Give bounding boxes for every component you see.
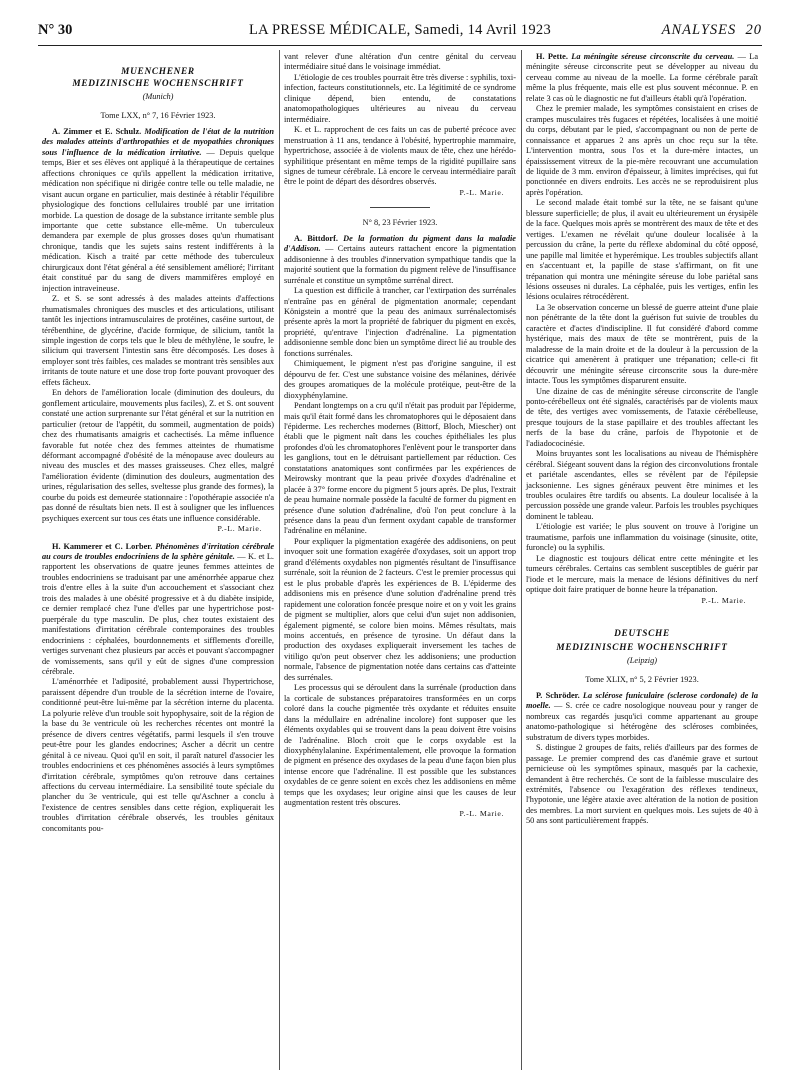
journal-name-line2: MEDIZINISCHE WOCHENSCHRIFT (556, 643, 728, 654)
abstract-zimmer (42, 127, 274, 294)
article-text: — S. crée ce cadre nosologique nouveau pour y ranger de nombreux cas regardés jusqu'ici comme appartenant au groupe anatomo-pathologique si hétérogène des scléroses combinées, substratum de divers types morbides. (526, 701, 759, 742)
issue-number: N° 30 (38, 22, 73, 38)
paragraph: La question est difficile à trancher, car l'extirpation des surrénales n'entraîne pas en général de pigmentation anormale; cependant Königstein a montré que la peau des animaux surrénalectomisés présente après la mort la propriété de fabriquer du pigment en excès, propriété, qu'entrave l'injection d'adrénaline. La pigmentation addisonienne semble donc bien un symptôme direct lié au trouble des fonctions surrénales. (284, 286, 516, 358)
article-authors: A. Bittdorf. (294, 233, 338, 243)
paragraph: Chez le premier malade, les symptômes consistaient en crises de crampes musculaires très fugaces et répétées, localisées à une moitié du corps, débutant par le pied, s'accompagnant ou non de perte de connaissance et apparues 2 ans après un choc reçu sur la tête. L'intervention montra, sous l'os et la dure-mère intactes, un épaississement vitreux de la pie-mère recouvrant une accumulation de liquide de 3 mm. environ d'épaisseur, à limites imprécises, qui fut ponctionnée en divers endroits. Les accès ne se reproduisirent plus après l'opération. (526, 104, 758, 197)
paragraph: K. et L. rapprochent de ces faits un cas de puberté précoce avec menstruation à 11 ans, tendance à l'obésité, hypertrophie mammaire, hypertrichose, associée à de violents maux de tête, chez une hérédo-syphilitique présentant en même temps de la rigidité pupillaire sans signes de tumeur cérébrale. Là encore le cerveau intermédiaire paraît être le point de départ des désordres observés. (284, 125, 516, 187)
article-title: La sclérose funiculaire (sclerose cordonale) de la moelle. (526, 690, 758, 711)
paragraph: L'étiologie de ces troubles pourrait être très diverse : syphilis, toxi-infection, facteurs constitutionnels, etc. La légitimité de ce syndrome clinique dépend, bien entendu, de constatations anatomopathologiques ultérieures au niveau du cerveau intermédiaire. (284, 72, 516, 124)
article-text: — La méningite séreuse circonscrite peut se développer au niveau du cerveau comme au niveau de la moelle. La forme cérébrale paraît même la plus fréquente, mais elle est plus souvent méconnue. P. en relate 3 cas où le diagnostic ne fut d'ailleurs établi qu'à l'opération. (526, 52, 759, 103)
article-authors: A. Zimmer et E. Schulz. (52, 126, 142, 136)
abstract-kammerer (42, 542, 274, 678)
article-authors: H. Kammerer et C. Lorber. (52, 541, 153, 551)
column-divider-2 (521, 50, 522, 1070)
page-number: 20 (745, 22, 762, 38)
journal-name: MUENCHENER (121, 67, 195, 77)
article-signature: P.-L. Marie. (701, 595, 746, 605)
paragraph-continued: vant relever d'une altération d'un centre génital du cerveau intermédiaire situé dans le voisinage immédiat. (284, 52, 516, 72)
article-text: — Certains auteurs rattachent encore la pigmentation addisonienne à des troubles d'innervation sympathique tandis que la majorité soutient que la formation du pigment relève de l'insuffisance surrénale et constitue un symptôme surrénal direct. (284, 244, 517, 285)
journal-name-line2: MEDIZINISCHE WOCHENSCHRIFT (72, 79, 244, 89)
article-text: — K. et L. rapportent les observations de quatre jeunes femmes atteintes de troubles endocriniens se traduisant par une aménorrhée apparue chez trois d'entre elles à la suite d'un accouchement et s'associant chez trois des malades à une obésité progressive et à du diabète insipide, ce dernier remplacé chez l'une d'elles par une hypertrichose post-puerpérale du type masculin. De plus, chez toutes existaient des manifestations d'irritation cérébrale contemporaines des troubles endocriniens : céphalées, bourdonnements et sifflements d'oreille, vertiges survenant chez plusieurs par accès et pouvant s'accompagner de vomissements, sans qu'il y eût de signes d'une compression cérébrale. (42, 552, 274, 677)
paragraph: L'aménorrhée et l'adiposité, probablement aussi l'hypertrichose, paraissent dépendre d'un trouble de la sécrétion interne de l'ovaire, conditionné peut-être lui-même par la sécrétion interne du placenta. La polyurie relève d'un trouble soit hypophysaire, soit de la région de la base du 3e ventricule où les recherches récentes ont montré la présence de divers centres végétatifs, parmi lesquels il s'en trouve peut-être pour les glandes endocrines; Ascher a décrit un centre génital à ce niveau. Quoi qu'il en soit, il paraît naturel d'associer les troubles endocriniens et ces phénomènes associés à leurs symptômes d'irritation cérébrale, symptômes qu'on retrouve dans certaines affections du cerveau intermédiaire. La sensibilité toute spéciale du plancher du 3e ventricule, qui est telle qu'Aschner a conclu à l'existence de centres sensibles dans cette région, expliquerait les troubles d'irritation cérébrale observés, les troubles génitaux concomitants pou- (42, 677, 274, 833)
article-title: La méningite séreuse circonscrite du cerveau. (571, 52, 735, 61)
abstract-bittdorf (284, 234, 516, 286)
issue-info: Tome XLIX, n° 5, 2 Février 1923. (585, 675, 699, 685)
journal-name: DEUTSCHE (614, 629, 670, 640)
journal-city: (Munich) (142, 92, 174, 101)
column-3 (526, 52, 758, 827)
paragraph: Le second malade était tombé sur la tête, ne se faisant qu'une blessure superficielle; de plus, il avait eu ultérieurement un érysipèle de la face. Quelques mois après se montrèrent des maux de tête et des vertiges. L'examen ne révélait qu'une douleur localisée à la percussion du crâne, la perte du réflexe abdominal du côté opposé, une papille mal limitée et hyperémique. Les troubles subjectifs allant en s'accentuant et, la papille de stase s'affirmant, on fit une trépanation qui montra une méningite séreuse du lobe pariétal sans lésions osseuses ni durales. La céphalée, puis les vertiges, enfin les lésions oculaires rétrocédèrent. (526, 198, 758, 302)
section-label (662, 20, 762, 40)
paragraph: Z. et S. se sont adressés à des malades atteints d'affections rhumatismales chroniques des muscles et des articulations, utilisant tantôt les injections intramusculaires de protéines, caséine surtout, de térébenthine, de glycérine, d'acide formique, de silicium, tantôt la simple ingestion de corps tels que le bleu de méthylène, le soufre, le silicium qui traversent l'intestin sans être décomposés. Les doses à employer sont très faibles, ces malades se montrant très sensibles aux irritants de toute nature et une dose trop forte pouvant provoquer des effets fâcheux. (42, 294, 274, 387)
article-signature: P.-L. Marie. (459, 187, 504, 197)
article-title: De la formation du pigment dans la maladie d'Addison. (284, 233, 516, 254)
paragraph: Chimiquement, le pigment n'est pas d'origine sanguine, il est dépourvu de fer. C'est une substance voisine des mélanines, dérivée des groupes aromatiques de la molécule protéique, peut-être de la dioxyphénylamine. (284, 359, 516, 400)
newspaper-title: LA PRESSE MÉDICALE, Samedi, 14 Avril 1923 (248, 22, 552, 38)
column-divider-1 (279, 50, 280, 1070)
article-signature: P.-L. Marie. (459, 808, 504, 818)
article-text: — Depuis quelque temps, Bier et ses élèves ont appliqué à la thérapeutique de certaines affections chroniques ce qu'ils appellent la médication irritative, médication non spécifique ni dirigée contre telle ou telle maladie, ne visant aucun organe en particulier, mais destinée à rétablir l'équilibre physiologique des fonctions cellulaires troublé par une irritation morbide. La question de dosage de la substance irritante semble plus importante que cette substance elle-même. Un tuberculeux demandera par exemple de plus grosses doses qu'un rhumatisant chronique, tandis que les sujets sains restent indifférents à la médication. Kisch a traité par cette méthode des tuberculeux chirurgicaux dont l'état général a été sensiblement amélioré; l'irritant était constitué par du sang de divers mammifères employé en injection intraveineuse. (42, 147, 274, 293)
abstract-pette (526, 52, 758, 104)
header-rule (38, 45, 762, 46)
article-authors: H. Pette. (536, 52, 568, 61)
article-signature: P.-L. Marie. (217, 524, 262, 534)
paragraph: Pendant longtemps on a cru qu'il n'était pas produit par l'épiderme, mais qu'il était formé dans les chromatophores qui le déposaient dans l'épiderme. Les recherches modernes (Bittorf, Bloch, Miescher) ont établi que le pigment naît dans les couches épithéliales les plus profondes d'où les chromatophores l'enlèvent pour le transporter dans les ganglions, tout en le détruisant partiellement par réduction. Ces constatations anatomiques sont confirmées par les expériences de Meirowsky montrant que la peau privée d'oxydes d'adrénaline et placée à 37° forme encore du pigment 5 jours après. De plus, l'extrait de peau humaine normale possède la faculté de former du pigment en présence d'une solution d'adrénaline, d'où l'on peut conclure à la présence dans la peau d'un ferment oxydant capable de transformer l'adrénaline en mélanine. (284, 401, 516, 536)
article-authors: P. Schröder. (536, 690, 580, 700)
issue-info: Tome LXX, n° 7, 16 Février 1923. (100, 111, 216, 121)
paragraph: S. distingue 2 groupes de faits, reliés d'ailleurs par des formes de passage. Le premier comprend des cas d'anémie grave et surtout pernicieuse où les symptômes spinaux, masqués par la cachexie, demandent à être recherchés. Ce sont de la faiblesse musculaire des extrémités, l'absence ou l'exagération des réflexes tendineux, l'hypotonie, une légère ataxie avec altération de la notion de position des membres. La mort survient en quelques mois. Les sujets de 40 à 50 ans sont particulièrement frappés. (526, 743, 758, 826)
section-name: ANALYSES (661, 22, 737, 38)
paragraph: Les processus qui se déroulent dans la surrénale (production dans la corticale de substances préparatoires transformées en un corps coloré dans la couche pigmentée très oxydante et réduites ensuite dans la médullaire en adrénaline incolore) font supposer que les éléments oxydables qui se trouvent dans la peau doivent être voisins de l'adrénaline. Bloch croit que le corps oxydable est la dioxyphénylalanine. Expérimentalement, elle provoque la formation de pigment en présence des oxydases de la peau d'une façon bien plus intense encore que l'adrénaline. Il est possible que les substances oxydables de ce genre soient en excès chez les addisoniens en même temps que les oxydases; leur origine ainsi que les causes de leur augmentation restent très obscures. (284, 683, 516, 808)
article-title: Phénomènes d'irritation cérébrale au cours de troubles endocriniens de la sphère génitale. (42, 541, 275, 562)
journal-city: (Leipzig) (627, 656, 657, 666)
masthead (38, 20, 762, 40)
column-2 (284, 52, 516, 819)
paragraph: En dehors de l'amélioration locale (diminution des douleurs, du gonflement articulaire, mouvements plus faciles), Z. et S. ont souvent constaté une action surprenante sur l'état général et sur la nutrition en particulier (retour de l'appétit, du sommeil, augmentation de poids) chez des rhumatisants amaigris et cachectisés. La même influence favorable fut notée chez des femmes atteintes de rhumatisme déformant accompagné d'obésité de la ménopause avec douleurs au niveau des muscles et des masses graisseuses. Chez elles, malgré l'amélioration évidente (diminution des douleurs, augmentation des urines, régularisation des selles, sveltesse plus grande des formes), la courbe du poids est demeurée stationnaire : l'opothérapie associée n'a pas donné de résultats bien nets. Il est à souligner que les influences psychiques exercent sur tous ces états une influence considérable. (42, 388, 274, 523)
paragraph: Pour expliquer la pigmentation exagérée des addisoniens, on peut invoquer soit une formation exagérée d'oxydases, soit un apport trop grand d'éléments oxydables non pigmentés résultant de l'insuffisance surrénale, soit la réunion de 2 facteurs. C'est le premier processus qui est le plus probable d'après les expériences de B. L'épiderme des addisoniens mis en présence d'une solution d'adrénaline prend très rapidement une coloration foncée presque noire et on y voit les grains de pigment se multiplier, alors que celui d'un sujet non addisonien, également pigmenté, se colore bien moins. Mêmes résultats, mais moins accentués, en présence de tyrosine. Un défaut dans la production des oxydases expliquerait inversement les taches de vitiligo qu'on peut observer chez les addisoniens; une production normale, l'absence de pigmentation notée dans certains cas d'atteinte des surrénales. (284, 536, 516, 682)
column-1 (42, 52, 274, 834)
abstract-schroeder (526, 691, 758, 743)
issue-info: N° 8, 23 Février 1923. (362, 218, 438, 228)
article-title: Modification de l'état de la nutrition des malades atteints d'arthropathies et de myopathies chroniques sous l'influence de la médication irritative. (42, 126, 274, 157)
paragraph: Une dizaine de cas de méningite séreuse circonscrite de l'angle ponto-cérébelleux ont été signalés, caractérisés par de violents maux de tête, des vertiges avec vomissements, de l'ataxie cérébelleuse, presque toujours de la stase papillaire et des troubles affectant les nerfs de la base du crâne, parfois de l'hypotonie et de l'adiadococinésie. (526, 386, 758, 448)
paragraph: La 3e observation concerne un blessé de guerre atteint d'une plaie non pénétrante de la tête dont la guérison fut suivie de troubles du caractère et d'actes d'indiscipline. Il fut considéré d'abord comme hystérique, mais des maux de tête se montrèrent, puis de la maladresse de la main droite et de la douleur à la percussion de la cicatrice qui amenèrent à pratiquer une trépanation; celle-ci fit découvrir une méningite séreuse circonscrite sous la dure-mère intacte. Tous les symptômes disparurent ensuite. (526, 302, 758, 386)
paragraph: Moins bruyantes sont les localisations au niveau de l'hémisphère cérébral. Siégeant souvent dans la région des circonvolutions frontale et pariétale ascendantes, elles se révèlent par de l'épilepsie jacksonienne. Les signes généraux peuvent être minimes et les troubles oculaires être tardifs ou absents. La douleur localisée à la percussion possède une grande valeur. Parfois les troubles psychiques dominent le tableau. (526, 449, 758, 521)
paragraph: L'étiologie est variée; le plus souvent on trouve à l'origine un traumatisme, parfois une inflammation du voisinage (sinusite, otite, furoncle) ou la syphilis. (526, 522, 758, 553)
separator-rule (370, 207, 430, 208)
paragraph: Le diagnostic est toujours délicat entre cette méningite et les tumeurs cérébrales. Certains cas semblent susceptibles de guérir par l'iode et le mercure, mais la menace de lésions définitives du nerf optique doit faire pratiquer de bonne heure la trépanation. (526, 553, 758, 595)
